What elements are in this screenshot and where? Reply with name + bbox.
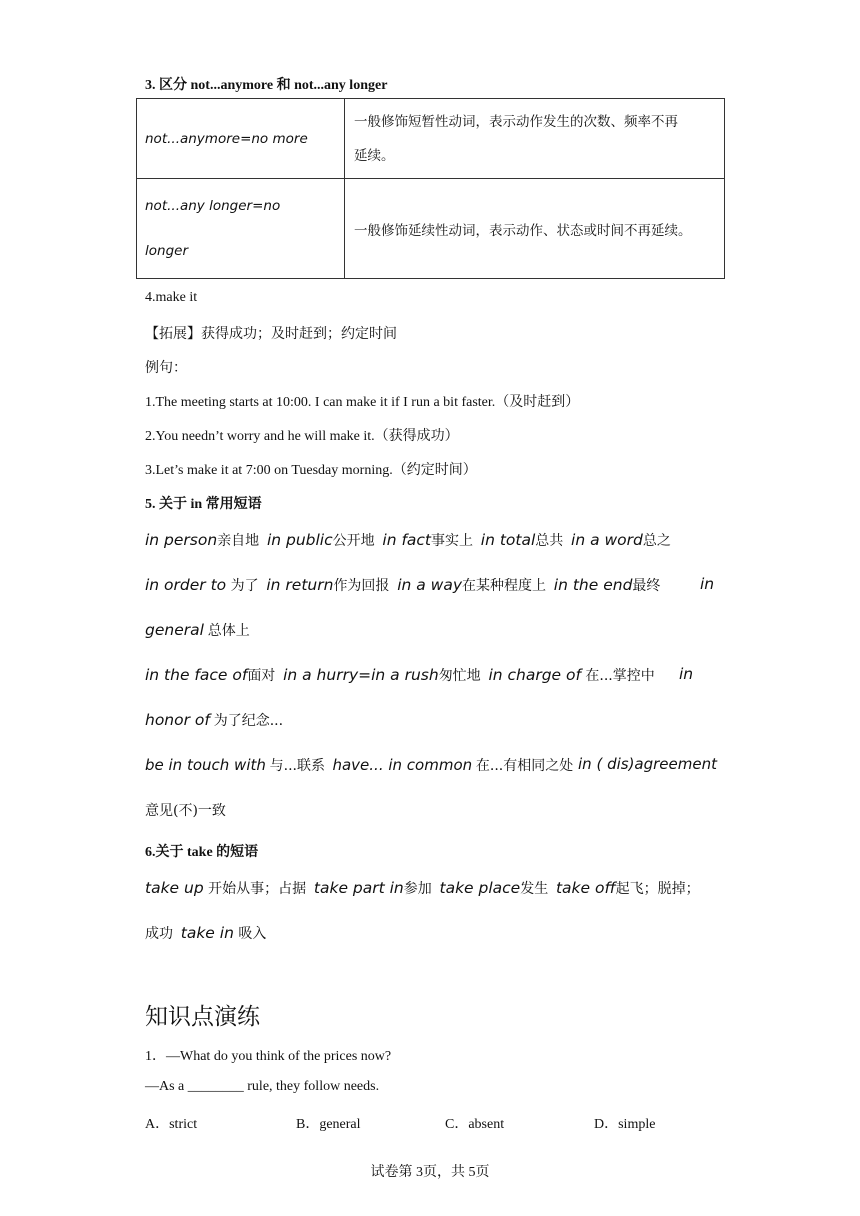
phrase-en: take up [145,879,204,897]
table-row [137,179,725,279]
phrase-en: in the face of [145,666,248,684]
phrase-en: take place [439,879,521,897]
table-row [137,99,725,179]
phrase-line [145,878,700,898]
example-sentence: 1.The meeting starts at 10:00. I can make it if I run a bit faster.（及时赶到） [145,395,580,410]
phrase-zh: 成功 [145,926,173,942]
phrase-en: take in [180,924,234,942]
phrase-zh: 最终 [632,578,661,594]
phrase-zh: 参加 [403,881,432,897]
phrase-en: in the end [553,576,633,594]
phrase-en: in total [480,531,536,549]
page-footer: 试卷第 3页，共 5页 [370,1165,490,1180]
phrase-zh: 匆忙地 [438,668,481,684]
comparison-table [136,98,725,279]
phrase-en: have... in common [332,756,473,774]
phrase-zh: 与...联系 [269,758,325,774]
example-sentence: 2.You needn’t worry and he will make it.（获得成功） [145,429,459,444]
expand-note: 【拓展】获得成功；及时赶到；约定时间 [145,327,397,342]
phrase-zh: 亲自地 [217,533,260,549]
practice-title: 知识点演练 [145,1004,260,1030]
section-6-title: 6.关于 take 的短语 [145,845,259,860]
phrase-en: general [145,621,204,639]
table-cell-text: not...any longer=no [145,197,281,214]
phrase-zh: 开始从事；占据 [203,881,307,897]
phrase-zh: 吸入 [233,926,267,942]
phrase-en: in [679,665,694,683]
phrase-line [145,755,573,775]
option-a: A．strict [145,1117,198,1132]
phrase-en: in person [145,531,218,549]
phrase-zh: 总体上 [207,623,250,639]
phrase-zh: 在某种程度上 [462,578,547,594]
phrase-zh: 在...有相同之处 [475,758,574,774]
phrase-en: in [700,575,715,593]
phrase-zh: 总共 [535,533,564,549]
table-cell-text: 延续。 [354,147,395,163]
phrase-en: in charge of [488,666,581,684]
phrase-line [145,710,283,730]
example-label: 例句： [145,361,187,376]
phrase-en: in a way [397,576,463,594]
phrase-line [145,923,266,943]
phrase-line [145,575,660,595]
question-stem: 1．—What do you think of the prices now? [145,1049,392,1064]
phrase-line [145,620,250,640]
phrase-zh: 为了 [226,578,259,594]
phrase-en: in public [266,531,333,549]
section-3-title: 3. 区分 not...anymore 和 not...any longer [145,78,388,93]
option-c: C．absent [445,1117,505,1132]
table-cell-text: 一般修饰延续性动词，表示动作、状态或时间不再延续。 [354,222,692,238]
table-cell [137,99,345,179]
phrase-en: in ( dis)agreement [578,755,717,773]
phrase-zh: 事实上 [431,533,474,549]
option-d: D．simple [594,1117,656,1132]
phrase-zh: 发生 [520,881,549,897]
phrase-en: in a word [571,531,643,549]
phrase-en: take off [555,879,616,897]
phrase-zh: 面对 [247,668,276,684]
phrase-zh: 公开地 [332,533,375,549]
option-b: B．general [296,1117,361,1132]
phrase-zh: 作为回报 [333,578,390,594]
phrase-en: honor of [145,711,210,729]
table-cell [345,179,725,279]
phrase-line [145,530,671,550]
question-line: —As a ________ rule, they follow needs. [145,1079,380,1094]
phrase-line [145,665,655,685]
table-cell-text: 一般修饰短暂性动词，表示动作发生的次数、频率不再 [354,113,678,129]
phrase-en: in order to [145,576,227,594]
table-cell-text: longer [145,242,188,259]
phrase-zh: 在...掌控中 [580,668,655,684]
phrase-zh: 为了纪念... [213,713,284,729]
section-5-title: 5. 关于 in 常用短语 [145,497,262,512]
phrase-en: in return [266,576,334,594]
phrase-en: take part in [313,879,404,897]
table-cell [137,179,345,279]
phrase-zh: 意见(不)一致 [145,803,226,819]
phrase-en: in fact [382,531,432,549]
phrase-zh: 总之 [642,533,671,549]
phrase-en: be in touch with [145,756,266,774]
section-4-title: 4.make it [145,290,198,305]
phrase-en: in a hurry=in a rush [283,666,439,684]
phrase-zh: 起飞；脱掉； [615,881,700,897]
example-sentence: 3.Let’s make it at 7:00 on Tuesday morning.（约定时间） [145,463,477,478]
table-cell-text: not...anymore=no more [145,130,308,147]
table-cell [345,99,725,179]
